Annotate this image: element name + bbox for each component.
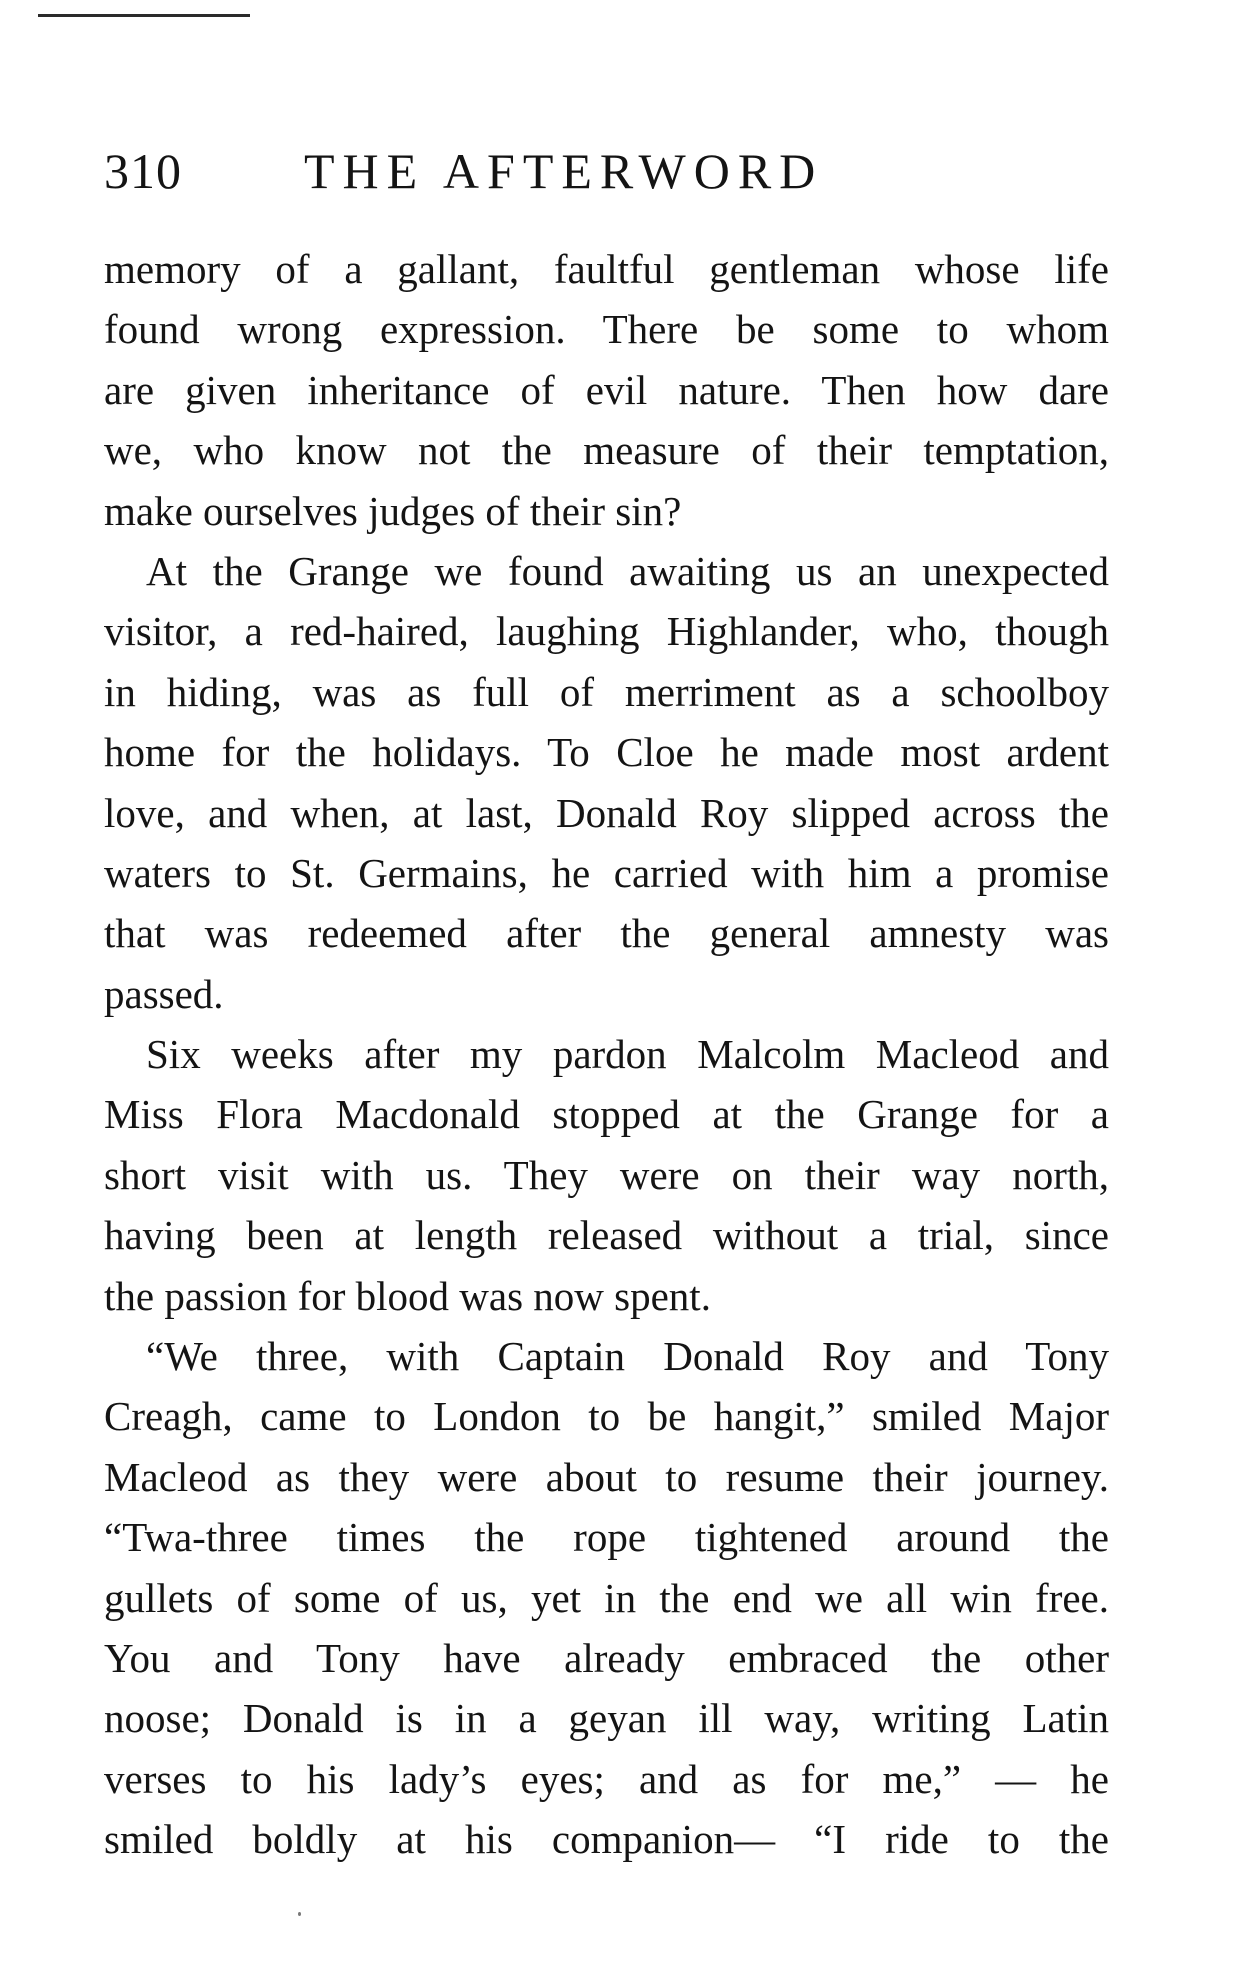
text-line: noose; Donald is in a geyan ill way, writing Latin xyxy=(104,1695,1109,1742)
text-line: in hiding, was as full of merriment as a schoolboy xyxy=(104,668,1109,715)
running-title: THE AFTERWORD xyxy=(304,143,824,199)
text-line: short visit with us. They were on their way north, xyxy=(104,1151,1109,1198)
text-line: gullets of some of us, yet in the end we all win free. xyxy=(104,1574,1109,1621)
page-number: 310 xyxy=(104,143,182,199)
text-line: Six weeks after my pardon Malcolm Macleod and xyxy=(146,1031,1109,1078)
text-line: are given inheritance of evil nature. Then how dare xyxy=(104,366,1109,413)
text-line: love, and when, at last, Donald Roy slipped across the xyxy=(104,789,1109,836)
text-line: smiled boldly at his companion— “I ride to the xyxy=(104,1816,1109,1863)
body-text xyxy=(104,239,1109,1870)
text-line: home for the holidays. To Cloe he made most ardent xyxy=(104,729,1109,776)
text-line: that was redeemed after the general amnesty was xyxy=(104,910,1109,957)
text-line: Creagh, came to London to be hangit,” smiled Major xyxy=(104,1393,1109,1440)
text-line: “We three, with Captain Donald Roy and Tony xyxy=(146,1333,1109,1380)
text-line: waters to St. Germains, he carried with him a promise xyxy=(104,849,1109,896)
page-header xyxy=(104,142,823,212)
text-line: memory of a gallant, faultful gentleman whose life xyxy=(104,246,1109,292)
text-line: the passion for blood was now spent. xyxy=(104,1272,711,1319)
text-line: visitor, a red-haired, laughing Highlander, who, though xyxy=(104,608,1109,655)
text-line: Miss Flora Macdonald stopped at the Grange for a xyxy=(104,1091,1109,1138)
text-line: passed. xyxy=(104,970,224,1017)
text-line: Macleod as they were about to resume their journey. xyxy=(104,1453,1109,1500)
top-rule xyxy=(38,14,250,17)
text-line: “Twa-three times the rope tightened around the xyxy=(104,1514,1109,1561)
text-line: having been at length released without a trial, since xyxy=(104,1212,1109,1259)
text-line: make ourselves judges of their sin? xyxy=(104,487,682,534)
text-line: we, who know not the measure of their temptation, xyxy=(104,427,1109,474)
ink-speck xyxy=(298,1912,301,1916)
text-line: verses to his lady’s eyes; and as for me,” — he xyxy=(104,1755,1109,1802)
text-line: found wrong expression. There be some to whom xyxy=(104,306,1109,353)
text-line: You and Tony have already embraced the other xyxy=(104,1634,1109,1681)
text-line: At the Grange we found awaiting us an unexpected xyxy=(146,547,1109,594)
